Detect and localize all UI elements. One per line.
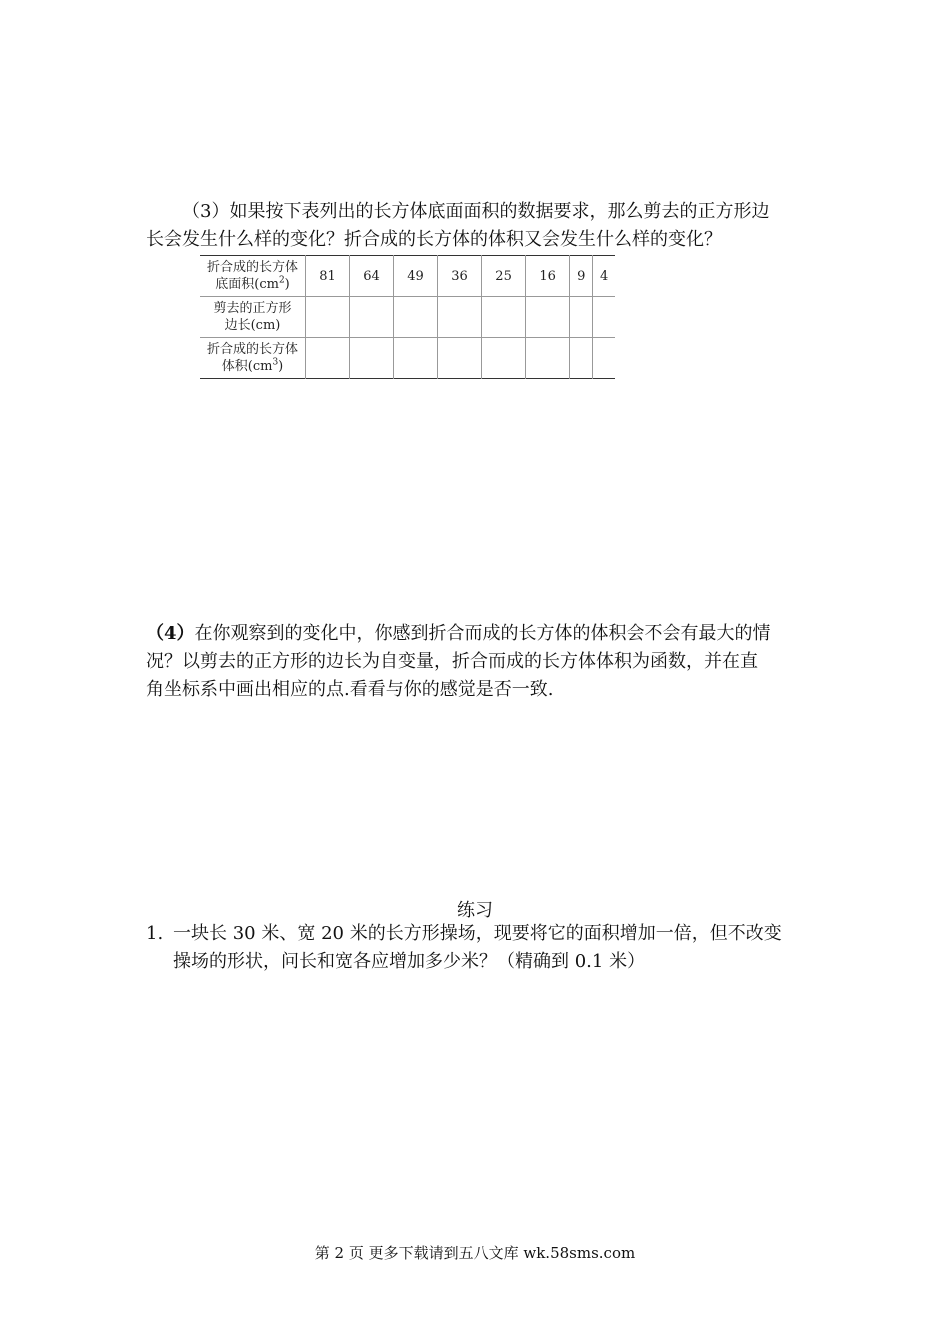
row-header-side-length [200,297,306,338]
row-header-label-unit: 边长(cm) [224,318,281,333]
table-row-side-length [200,297,615,338]
row-header-base-area [200,256,306,297]
table-cell-empty [482,338,526,379]
row-header-volume [200,338,306,379]
table-cell-value: 49 [394,256,438,297]
question-4 [146,620,806,704]
table-row-volume [200,338,615,379]
table-cell-empty [438,338,482,379]
question-3-line-2: 长会发生什么样的变化？折合成的长方体的体积又会发生什么样的变化？ [146,229,722,250]
table-cell-empty [438,297,482,338]
question-4-line-1: （4）在你观察到的变化中，你感到折合而成的长方体的体积会不会有最大的情 [146,623,771,644]
table-cell-empty [593,338,615,379]
table-cell-empty [570,338,593,379]
table-cell-value: 9 [570,256,593,297]
table-cell-empty [306,338,350,379]
question-4-number: （4） [146,623,195,644]
table-row-base-area [200,256,615,297]
question-4-line-3: 角坐标系中画出相应的点.看看与你的感觉是否一致. [146,679,554,700]
row-header-label: 剪去的正方形 [213,301,292,316]
table-cell-empty [526,338,570,379]
table-cell-value: 36 [438,256,482,297]
exercise-number: 1. [146,923,164,944]
table-cell-empty [593,297,615,338]
table-cell-empty [350,297,394,338]
table-cell-value: 64 [350,256,394,297]
row-header-label: 折合成的长方体 [206,342,298,357]
table-cell-value: 81 [306,256,350,297]
row-header-label-unit: 底面积$(cm^2)$ [215,275,290,292]
table-cell-empty [482,297,526,338]
page-footer: 第 2 页 更多下载请到五八文库 wk.58sms.com [314,1244,636,1262]
table-cell-empty [394,297,438,338]
exercise-line-1: 一块长 30 米、宽 20 米的长方形操场，现要将它的面积增加一倍，但不改变 [173,923,782,944]
table-cell-value: 4 [593,256,615,297]
question-3-line-1: （3）如果按下表列出的长方体底面面积的数据要求，那么剪去的正方形边 [182,201,770,222]
table-cell-value: 25 [482,256,526,297]
table-cell-empty [394,338,438,379]
row-header-label: 折合成的长方体 [206,260,298,275]
exercise-1 [146,920,806,976]
table-cell-empty [570,297,593,338]
table-cell-empty [306,297,350,338]
exercise-line-2: 操场的形状，问长和宽各应增加多少米？（精确到 0.1 米） [173,951,646,972]
table-cell-empty [526,297,570,338]
data-table [200,255,615,379]
table-cell-empty [350,338,394,379]
question-3 [146,198,806,254]
question-4-line-2: 况？以剪去的正方形的边长为自变量，折合而成的长方体体积为函数，并在直 [146,651,758,672]
row-header-label-unit: 体积$(cm^3)$ [221,357,284,374]
table-cell-value: 16 [526,256,570,297]
exercise-title: 练习 [457,900,493,921]
